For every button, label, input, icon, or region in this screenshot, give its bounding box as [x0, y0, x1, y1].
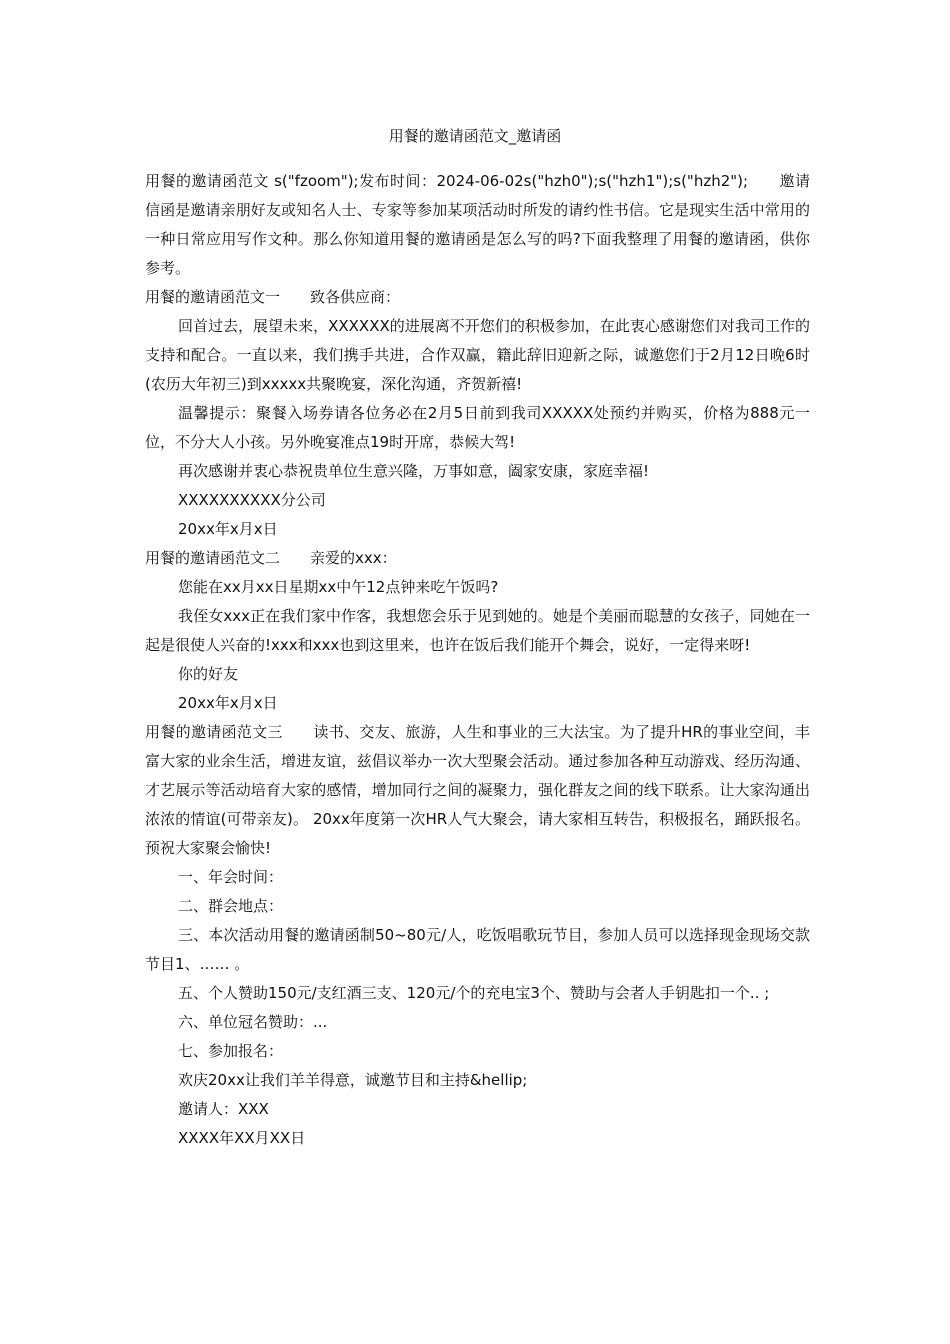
paragraph: 一、年会时间：	[178, 868, 284, 886]
paragraph: 邀请人：XXX	[178, 1100, 269, 1118]
paragraph: 五、个人赞助150元/支红酒三支、120元/个的充电宝3个、赞助与会者人手钥匙扣一个.. ;	[178, 984, 770, 1002]
paragraph: 欢庆20xx让我们羊羊得意，诚邀节目和主持&hellip;	[178, 1071, 528, 1089]
paragraph: XXXXXXXXXX分公司	[178, 491, 326, 509]
paragraph: 温馨提示：聚餐入场券请各位务必在2月5日前到我司XXXXX处预约并购买，价格为888元一位，不分大人小孩。另外晚宴准点19时开席，恭候大驾!	[145, 404, 810, 451]
paragraph: 你的好友	[178, 665, 239, 683]
paragraph: 20xx年x月x日	[178, 694, 278, 712]
paragraph: XXXX年XX月XX日	[178, 1129, 306, 1147]
paragraph: 用餐的邀请函范文二 亲爱的xxx：	[145, 549, 397, 567]
paragraph: 用餐的邀请函范文一 致各供应商：	[145, 288, 401, 306]
document-body	[145, 167, 810, 1153]
paragraph: 用餐的邀请函范文三 读书、交友、旅游，人生和事业的三大法宝。为了提升HR的事业空间，丰富大家的业余生活，增进友谊，兹倡议举办一次大型聚会活动。通过参加各种互动游戏、经历沟通、才艺展示等活动培育大家的感情，增加同行之间的凝聚力，强化群友之间的线下联系。让大家沟通出浓浓的情谊(可带亲友)。 20xx年度第一次HR人气大聚会，请大家相互转告，积极报名，踊跃报名。预祝大家聚会愉快!	[145, 723, 810, 857]
paragraph: 用餐的邀请函范文 s("fzoom");发布时间：2024-06-02s("hzh0");s("hzh1");s("hzh2"); 邀请信函是邀请亲朋好友或知名人士、专家等参加某项活动时所发的请约性书信。它是现实生活中常用的一种日常应用写作文种。那么你知道用餐的邀请函是怎么写的吗?下面我整理了用餐的邀请函，供你参考。	[145, 172, 810, 277]
paragraph: 三、本次活动用餐的邀请函制50~80元/人，吃饭唱歌玩节目，参加人员可以选择现金现场交款 节目1、…… 。	[145, 926, 810, 973]
paragraph: 再次感谢并衷心恭祝贵单位生意兴隆，万事如意，阖家安康，家庭幸福!	[178, 462, 650, 480]
paragraph: 七、参加报名：	[178, 1042, 284, 1060]
paragraph: 我侄女xxx正在我们家中作客，我想您会乐于见到她的。她是个美丽而聪慧的女孩子，同她在一起是很使人兴奋的!xxx和xxx也到这里来，也许在饭后我们能开个舞会，说好，一定得来呀!	[145, 607, 810, 654]
paragraph: 20xx年x月x日	[178, 520, 278, 538]
paragraph: 六、单位冠名赞助：...	[178, 1013, 328, 1031]
paragraph: 二、群会地点：	[178, 897, 284, 915]
paragraph: 回首过去，展望未来，XXXXXX的进展离不开您们的积极参加，在此衷心感谢您们对我司工作的支持和配合。一直以来，我们携手共进，合作双赢，籍此辞旧迎新之际，诚邀您们于2月12日晚6时(农历大年初三)到xxxxx共聚晚宴，深化沟通，齐贺新禧!	[145, 317, 810, 393]
document-title: 用餐的邀请函范文_邀请函	[388, 127, 562, 145]
paragraph: 您能在xx月xx日星期xx中午12点钟来吃午饭吗?	[178, 578, 499, 596]
